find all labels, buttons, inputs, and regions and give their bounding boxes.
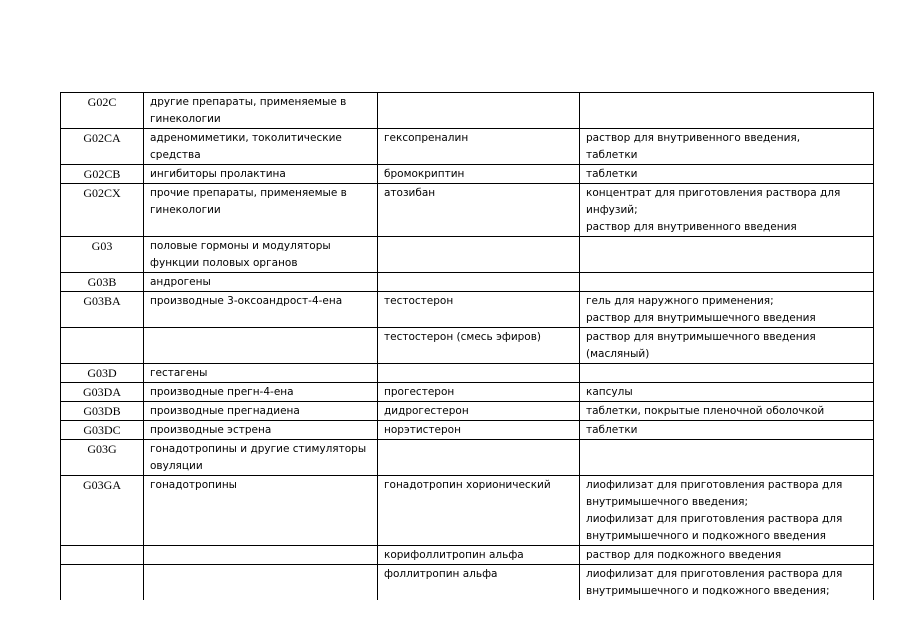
dosage-forms-cell: [580, 184, 874, 237]
table-row: [61, 129, 874, 165]
drug-name-line: гонадотропин хорионический: [384, 479, 551, 491]
group-name-line: гонадотропины и другие стимуляторы: [150, 443, 367, 455]
group-name-line: половые гормоны и модуляторы: [150, 240, 331, 252]
table-row: [61, 328, 874, 364]
drug-name-cell: [378, 165, 580, 184]
dosage-forms-line: лиофилизат для приготовления раствора для: [586, 513, 843, 525]
atc-code-cell: [61, 565, 144, 601]
group-name-cell: [144, 402, 378, 421]
atc-code-cell: G03: [61, 237, 144, 273]
dosage-forms-cell: [580, 476, 874, 546]
drug-name-line: тестостерон (смесь эфиров): [384, 331, 542, 343]
drug-name-line: корифоллитропин альфа: [384, 549, 524, 561]
dosage-forms-cell: [580, 565, 874, 601]
table-row: [61, 440, 874, 476]
table-row: [61, 184, 874, 237]
table-row: [61, 546, 874, 565]
dosage-forms-cell: [580, 383, 874, 402]
group-name-cell: [144, 476, 378, 546]
dosage-forms-cell: [580, 165, 874, 184]
group-name-line: производные 3-оксоандрост-4-ена: [150, 295, 343, 307]
table-row: [61, 565, 874, 601]
atc-code-cell: G03B: [61, 273, 144, 292]
group-name-cell: [144, 93, 378, 129]
group-name-line: ингибиторы пролактина: [150, 168, 286, 180]
group-name-line: производные прегн-4-ена: [150, 386, 294, 398]
atc-code-cell: [61, 328, 144, 364]
group-name-cell: [144, 565, 378, 601]
table-row: [61, 237, 874, 273]
table-row: [61, 402, 874, 421]
drug-classification-table: [60, 92, 874, 600]
atc-code-cell: G03D: [61, 364, 144, 383]
drug-name-cell: [378, 476, 580, 546]
group-name-line: производные эстрена: [150, 424, 272, 436]
dosage-forms-line: раствор для внутримышечного введения: [586, 312, 816, 324]
group-name-line: прочие препараты, применяемые в: [150, 187, 347, 199]
group-name-cell: [144, 165, 378, 184]
atc-code-cell: G03DB: [61, 402, 144, 421]
drug-name-line: атозибан: [384, 187, 436, 199]
group-name-cell: [144, 328, 378, 364]
group-name-line: гинекологии: [150, 204, 221, 216]
dosage-forms-line: концентрат для приготовления раствора для: [586, 187, 841, 199]
atc-code-cell: G02CX: [61, 184, 144, 237]
table-row: [61, 292, 874, 328]
dosage-forms-line: раствор для внутримышечного введения: [586, 331, 816, 343]
table-body: [61, 93, 874, 601]
dosage-forms-line: лиофилизат для приготовления раствора для: [586, 568, 843, 580]
dosage-forms-cell: [580, 328, 874, 364]
drug-name-cell: [378, 565, 580, 601]
drug-name-cell: [378, 292, 580, 328]
atc-code-cell: G03DA: [61, 383, 144, 402]
group-name-cell: [144, 421, 378, 440]
table-row: [61, 383, 874, 402]
group-name-cell: [144, 546, 378, 565]
drug-name-line: прогестерон: [384, 386, 455, 398]
dosage-forms-cell: [580, 292, 874, 328]
dosage-forms-cell: [580, 129, 874, 165]
dosage-forms-cell: [580, 421, 874, 440]
group-name-line: гонадотропины: [150, 479, 237, 491]
table-row: [61, 364, 874, 383]
group-name-cell: [144, 237, 378, 273]
drug-name-line: тестостерон: [384, 295, 454, 307]
dosage-forms-line: капсулы: [586, 386, 633, 398]
group-name-cell: [144, 364, 378, 383]
drug-name-line: дидрогестерон: [384, 405, 469, 417]
table-row: [61, 476, 874, 546]
atc-code-cell: G03BA: [61, 292, 144, 328]
atc-code-cell: G02CB: [61, 165, 144, 184]
drug-name-line: гексопреналин: [384, 132, 469, 144]
dosage-forms-line: таблетки: [586, 424, 638, 436]
drug-name-cell: [378, 421, 580, 440]
group-name-line: андрогены: [150, 276, 211, 288]
drug-name-cell: [378, 93, 580, 129]
group-name-cell: [144, 440, 378, 476]
dosage-forms-line: таблетки: [586, 149, 638, 161]
drug-name-line: норэтистерон: [384, 424, 461, 436]
dosage-forms-cell: [580, 273, 874, 292]
drug-name-cell: [378, 440, 580, 476]
atc-code-cell: G02C: [61, 93, 144, 129]
atc-code-cell: G02CA: [61, 129, 144, 165]
group-name-cell: [144, 292, 378, 328]
drug-name-cell: [378, 328, 580, 364]
group-name-line: гестагены: [150, 367, 208, 379]
dosage-forms-line: внутримышечного введения;: [586, 496, 749, 508]
group-name-line: средства: [150, 149, 201, 161]
group-name-cell: [144, 273, 378, 292]
drug-name-cell: [378, 129, 580, 165]
drug-name-cell: [378, 184, 580, 237]
table-row: [61, 165, 874, 184]
table-row: [61, 273, 874, 292]
dosage-forms-cell: [580, 546, 874, 565]
dosage-forms-cell: [580, 364, 874, 383]
group-name-line: другие препараты, применяемые в: [150, 96, 347, 108]
group-name-line: производные прегнадиена: [150, 405, 300, 417]
drug-name-cell: [378, 364, 580, 383]
drug-name-line: бромокриптин: [384, 168, 465, 180]
drug-name-cell: [378, 273, 580, 292]
dosage-forms-cell: [580, 237, 874, 273]
group-name-cell: [144, 184, 378, 237]
atc-code-cell: G03GA: [61, 476, 144, 546]
dosage-forms-line: раствор для внутривенного введения: [586, 221, 797, 233]
dosage-forms-line: внутримышечного и подкожного введения;: [586, 585, 830, 597]
table-row: [61, 93, 874, 129]
group-name-line: овуляции: [150, 460, 203, 472]
dosage-forms-line: раствор для внутривенного введения,: [586, 132, 801, 144]
dosage-forms-line: (масляный): [586, 348, 650, 360]
dosage-forms-line: таблетки, покрытые пленочной оболочкой: [586, 405, 825, 417]
atc-code-cell: G03DC: [61, 421, 144, 440]
dosage-forms-line: гель для наружного применения;: [586, 295, 774, 307]
drug-name-cell: [378, 237, 580, 273]
dosage-forms-cell: [580, 402, 874, 421]
group-name-line: гинекологии: [150, 113, 221, 125]
dosage-forms-line: внутримышечного и подкожного введения: [586, 530, 826, 542]
drug-name-cell: [378, 546, 580, 565]
group-name-cell: [144, 383, 378, 402]
dosage-forms-cell: [580, 93, 874, 129]
group-name-cell: [144, 129, 378, 165]
drug-name-line: фоллитропин альфа: [384, 568, 498, 580]
dosage-forms-line: раствор для подкожного введения: [586, 549, 782, 561]
atc-code-cell: [61, 546, 144, 565]
drug-name-cell: [378, 402, 580, 421]
group-name-line: адреномиметики, токолитические: [150, 132, 342, 144]
group-name-line: функции половых органов: [150, 257, 298, 269]
table-row: [61, 421, 874, 440]
dosage-forms-cell: [580, 440, 874, 476]
dosage-forms-line: инфузий;: [586, 204, 638, 216]
dosage-forms-line: таблетки: [586, 168, 638, 180]
atc-code-cell: G03G: [61, 440, 144, 476]
dosage-forms-line: лиофилизат для приготовления раствора для: [586, 479, 843, 491]
drug-name-cell: [378, 383, 580, 402]
